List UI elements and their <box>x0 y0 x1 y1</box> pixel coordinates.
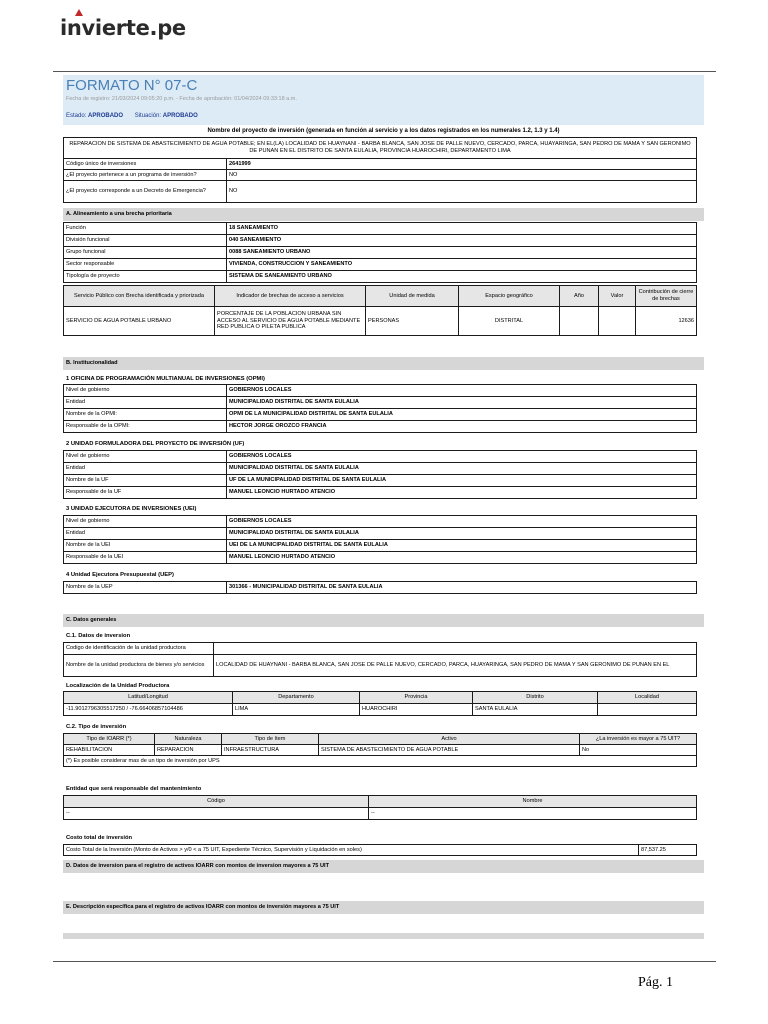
logo-accent-icon <box>75 9 83 16</box>
project-heading: Nombre del proyecto de inversión (generada en función al servicio y a los datos registrados en los numerales 1.2, 1.3 y 1.4) <box>207 128 560 134</box>
c1-title: C.1. Datos de inversion <box>66 633 131 639</box>
section-e-title: E. Descripción específica para el registro de activos IOARR con montos de inversión mayores a 75 UIT <box>63 901 704 914</box>
brecha-table: Servicio Público con Brecha identificada y priorizada Indicador de brechas de acceso a servicios Unidad de medida Espacio geográfico Año Valor Contribución de cierre de brechas SERVICIO DE AGUA POTABLE URBANO PORCENTAJE DE LA POBLACION URBANA SIN ACCESO AL SERVICIO DE AGUA POTABLE MEDIANTE RED PUBLICA O PILETA PUBLICA PERSONAS DISTRITAL 12636 <box>63 285 697 336</box>
section-a-title: A. Alineamiento a una brecha prioritaria <box>63 208 704 221</box>
page-number: Pág. 1 <box>638 975 673 990</box>
project-table: REPARACION DE SISTEMA DE ABASTECIMIENTO DE AGUA POTABLE; EN EL(LA) LOCALIDAD DE HUAYNANI - BARBA BLANCA, SAN JOSE DE PALLE NUEVO, CERCADO, PARCA, HUAYARINGA, SAN PEDRO DE MAMA Y SAN GERONIMO DE PUNAN EN EL DISTRITO DE SANTA EULALIA, PROVINCIA HUAROCHIRI, DEPARTAMENTO LIMA Código único de inversiones 2641999 ¿El proyecto pertenece a un programa de inversión? NO ¿El proyecto corresponde a un Decreto de Emergencia? NO <box>63 137 697 203</box>
c2-title: C.2. Tipo de inversión <box>66 724 127 730</box>
bottom-rule <box>53 961 716 962</box>
c2-note: (*) Es posible considerar mas de un tipo de inversión por UPS <box>64 756 697 767</box>
opmi-title: 1 OFICINA DE PROGRAMACIÓN MULTIANUAL DE INVERSIONES (OPMI) <box>66 376 265 382</box>
costo-title: Costo total de inversión <box>66 835 133 841</box>
costo-value: 87,537.25 <box>639 845 697 856</box>
c2-table: Tipo de IOARR (*) Naturaleza Tipo de ítem Activo ¿La inversión es mayor a 75 UIT? REHABILITACION REPARACION INFRAESTRUCTURA SISTEMA DE ABASTECIMIENTO DE AGUA POTABLE No (*) Es posible considerar mas de un tipo de inversión por UPS <box>63 733 697 767</box>
uf-table: Nivel de gobierno GOBIERNOS LOCALES Entidad MUNICIPALIDAD DISTRITAL DE SANTA EULALIA Nombre de la UF UF DE LA MUNICIPALIDAD DISTRITAL DE SANTA EULALIA Responsable de la UF MANUEL LEONCIO HURTADO ATENCIO <box>63 450 697 499</box>
uep-title: 4 Unidad Ejecutora Presupuestal (UEP) <box>66 572 174 578</box>
section-b-title: B. Institucionalidad <box>63 357 704 370</box>
opmi-table: Nivel de gobierno GOBIERNOS LOCALES Entidad MUNICIPALIDAD DISTRITAL DE SANTA EULALIA Nombre de la OPMI: OPMI DE LA MUNICIPALIDAD DISTRITAL DE SANTA EULALIA Responsable de la OPMI: HECTOR JORGE OROZCO FRANCIA <box>63 384 697 433</box>
cui-value: 2641999 <box>227 159 697 170</box>
estado-value: APROBADO <box>88 113 124 119</box>
section-a-table: Función 18 SANEAMIENTO División funcional 040 SANEAMIENTO Grupo funcional 0088 SANEAMIENTO URBANO Sector responsable VIVIENDA, CONSTRUCCION Y SANEAMIENTO Tipología de proyecto SISTEMA DE SANEAMIENTO URBANO <box>63 222 697 283</box>
uei-title: 3 UNIDAD EJECUTORA DE INVERSIONES (UEI) <box>66 506 197 512</box>
loc-table: Latitud/Longitud Departamento Provincia Distrito Localidad -11.9012796305517250 / -76.66406857104486 LIMA HUAROCHIRI SANTA EULALIA <box>63 691 697 716</box>
mant-table: Código Nombre -- -- <box>63 795 697 820</box>
costo-table: Costo Total de la Inversión (Monto de Activos > y/0 < a 75 UIT, Expediente Técnico, Supervisión y Liquidación en soles) 87,537.25 <box>63 844 697 856</box>
top-rule <box>53 71 716 72</box>
situacion-value: APROBADO <box>162 113 198 119</box>
mant-title: Entidad que será responsable del mantenimiento <box>66 786 202 792</box>
form-dates: Fecha de registro: 21/03/2024 09:05:20 p.m. - Fecha de aprobación: 01/04/2024 09:33:18 a.m. <box>66 96 297 102</box>
section-d-title: D. Datos de inversion para el registro de activos IOARR con montos de inversion mayores a 75 UIT <box>63 860 704 873</box>
uep-table: Nombre de la UEP 301366 - MUNICIPALIDAD DISTRITAL DE SANTA EULALIA <box>63 581 697 594</box>
section-c-title: C. Datos generales <box>63 614 704 627</box>
c1-table: Codigo de identificación de la unidad productora Nombre de la unidad productora de bienes y/o servicios LOCALIDAD DE HUAYNANI - BARBA BLANCA, SAN JOSE DE PALLE NUEVO, CERCADO, PARCA, HUAYARINGA, SAN PEDRO DE MAMA Y SAN GERONIMO DE PUNAN EN EL <box>63 642 697 677</box>
loc-title: Localización de la Unidad Productora <box>66 683 170 689</box>
form-title: FORMATO N° 07-C <box>66 77 198 94</box>
project-name: REPARACION DE SISTEMA DE ABASTECIMIENTO DE AGUA POTABLE; EN EL(LA) LOCALIDAD DE HUAYNANI - BARBA BLANCA, SAN JOSE DE PALLE NUEVO, CERCADO, PARCA, HUAYARINGA, SAN PEDRO DE MAMA Y SAN GERONIMO DE PUNAN EN EL DISTRITO DE SANTA EULALIA, PROVINCIA HUAROCHIRI, DEPARTAMENTO LIMA <box>64 138 697 159</box>
uf-title: 2 UNIDAD FORMULADORA DEL PROYECTO DE INVERSIÓN (UF) <box>66 441 245 447</box>
section-e-bar <box>63 933 704 939</box>
uei-table: Nivel de gobierno GOBIERNOS LOCALES Entidad MUNICIPALIDAD DISTRITAL DE SANTA EULALIA Nombre de la UEI UEI DE LA MUNICIPALIDAD DISTRITAL DE SANTA EULALIA Responsable de la UEI MANUEL LEONCIO HURTADO ATENCIO <box>63 515 697 564</box>
invierte-logo: invierte.pe <box>60 16 186 40</box>
form-status: Estado: APROBADO Situación: APROBADO <box>66 113 198 119</box>
